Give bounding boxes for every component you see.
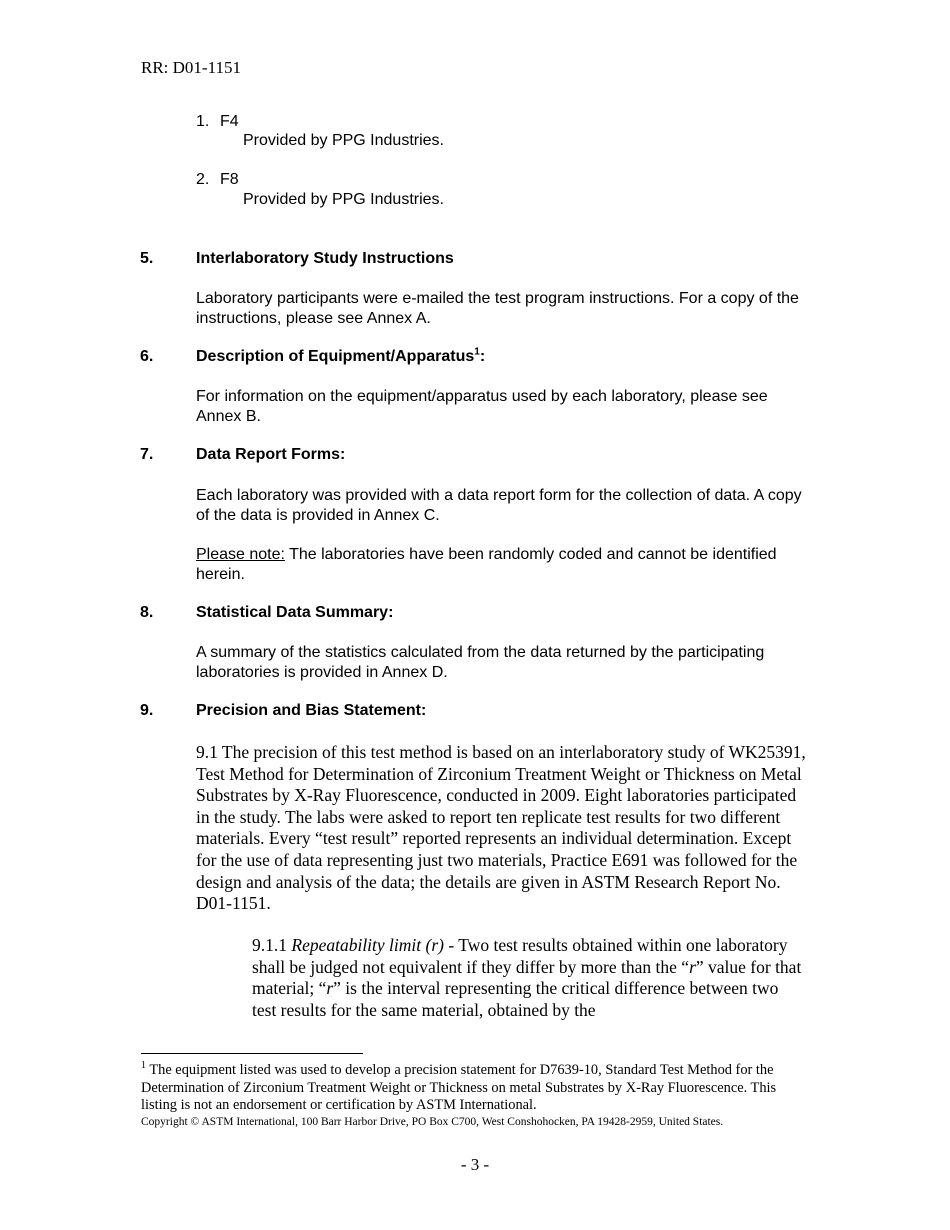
r-symbol-1: r bbox=[689, 956, 696, 977]
section-9-number: 9. bbox=[140, 702, 154, 719]
material-1-number: 1. bbox=[196, 113, 210, 130]
footnote-divider bbox=[141, 1053, 363, 1054]
p911-text-a: Two test results obtained within one laboratory shall be judged not equivalent if they differ by more than the “ bbox=[252, 935, 788, 977]
paragraph-9-1-1 bbox=[252, 935, 807, 1021]
section-9-title: Precision and Bias Statement: bbox=[196, 702, 427, 719]
page-number: - 3 - bbox=[460, 1155, 490, 1174]
paragraph-9-1: 9.1 The precision of this test method is based on an interlaboratory study of WK25391, Test Method for Determination of Zirconium Treatment Weight or Thickness on Metal Substrates by X-Ray Fluorescence, conducted in 2009. Eight laboratories participated in the study. The labs were asked to report ten replicate test results for two different materials. Every “test result” reported represents an individual determination. Except for the use of data representing just two materials, Practice E691 was followed for the design and analysis of the data; the details are given in ASTM Research Report No. D01-1151. bbox=[196, 742, 806, 914]
section-7-number: 7. bbox=[140, 446, 154, 463]
footnote-marker: 1 bbox=[141, 1060, 146, 1072]
material-2-desc: Provided by PPG Industries. bbox=[243, 191, 444, 208]
copyright-notice: Copyright © ASTM International, 100 Barr Harbor Drive, PO Box C700, West Conshohocken, PA 19428-2959, United States. bbox=[141, 1116, 724, 1128]
section-6-number: 6. bbox=[140, 348, 154, 365]
section-6-title-text: Description of Equipment/Apparatus bbox=[196, 348, 475, 365]
section-6-title-suffix: : bbox=[479, 348, 486, 365]
section-8-body: A summary of the statistics calculated from the data returned by the participating laboratories is provided in Annex D. bbox=[196, 644, 765, 681]
r-symbol-2: r bbox=[326, 978, 334, 999]
section-5-number: 5. bbox=[140, 250, 154, 267]
section-8-number: 8. bbox=[140, 604, 154, 621]
section-5-body: Laboratory participants were e-mailed the test program instructions. For a copy of the instructions, please see Annex A. bbox=[196, 290, 799, 327]
report-id-header: RR: D01-1151 bbox=[141, 58, 241, 77]
section-6-body: For information on the equipment/apparatus used by each laboratory, please see Annex B. bbox=[196, 388, 768, 425]
section-7-title: Data Report Forms: bbox=[196, 446, 346, 463]
material-1-name: F4 bbox=[220, 113, 239, 130]
footnote-ref-1: 1 bbox=[474, 346, 480, 358]
section-7-note bbox=[196, 545, 816, 585]
section-5-title: Interlaboratory Study Instructions bbox=[196, 250, 454, 267]
section-7-body: Each laboratory was provided with a data report form for the collection of data. A copy of the data is provided in Annex C. bbox=[196, 487, 802, 524]
material-2-number: 2. bbox=[196, 171, 210, 188]
p911-number: 9.1.1 bbox=[252, 935, 292, 955]
footnote bbox=[141, 1062, 811, 1115]
p911-text-b: ” value for that material; “ bbox=[252, 956, 802, 999]
note-label: Please note: bbox=[196, 546, 285, 563]
repeatability-term: Repeatability limit (r) - bbox=[291, 935, 455, 955]
section-6-title bbox=[196, 348, 485, 366]
footnote-text: The equipment listed was used to develop a precision statement for D7639-10, Standard Test Method for the Determination of Zirconium Treatment Weight or Thickness on metal Substrates by X-Ray Fluorescence. This listing is not an endorsement or certification by ASTM International. bbox=[141, 1062, 777, 1113]
p911-text-c: ” is the interval representing the critical difference between two test results for the same material, obtained by the bbox=[252, 978, 779, 1020]
section-8-title: Statistical Data Summary: bbox=[196, 604, 394, 621]
material-1-desc: Provided by PPG Industries. bbox=[243, 132, 444, 149]
material-2-name: F8 bbox=[220, 171, 239, 188]
note-text: The laboratories have been randomly coded and cannot be identified herein. bbox=[196, 546, 777, 583]
